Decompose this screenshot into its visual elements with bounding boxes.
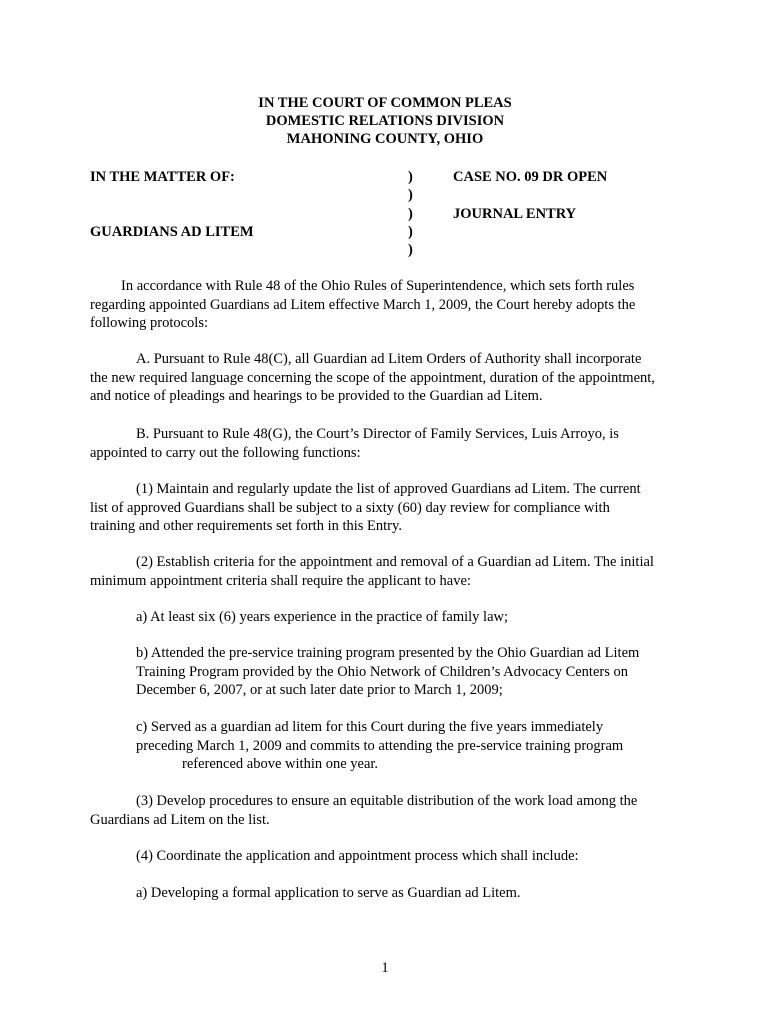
party-name: GUARDIANS AD LITEM xyxy=(90,224,254,240)
text-line: list of approved Guardians shall be subject to a sixty (60) day review for compliance with xyxy=(90,499,610,516)
item-2 xyxy=(90,553,695,590)
item-2c xyxy=(136,718,696,774)
text-line: appointed to carry out the following functions: xyxy=(90,444,361,461)
text-line: (4) Coordinate the application and appointment process which shall include: xyxy=(136,848,579,864)
item-3 xyxy=(90,792,695,829)
text-line: training and other requirements set forth in this Entry. xyxy=(90,518,402,534)
text-line: c) Served as a guardian ad litem for this Court during the five years immediately xyxy=(136,719,604,735)
caption-paren: ) xyxy=(408,206,413,222)
text-line: and notice of pleadings and hearings to be provided to the Guardian ad Litem. xyxy=(90,388,543,404)
matter-label: IN THE MATTER OF: xyxy=(90,169,235,185)
text-line: December 6, 2007, or at such later date prior to March 1, 2009; xyxy=(136,682,503,698)
paragraph-a xyxy=(90,350,695,406)
text-line: (2) Establish criteria for the appointment and removal of a Guardian ad Litem. The initial xyxy=(136,554,654,570)
caption-paren: ) xyxy=(408,224,413,240)
text-line: the new required language concerning the scope of the appointment, duration of the appointment, xyxy=(90,369,655,386)
text-line: following protocols: xyxy=(90,315,209,331)
header-county: MAHONING COUNTY, OHIO xyxy=(286,131,484,147)
intro-paragraph xyxy=(90,277,695,333)
text-line: referenced above within one year. xyxy=(182,756,379,772)
text-line: a) At least six (6) years experience in the practice of family law; xyxy=(136,609,509,625)
caption-paren: ) xyxy=(408,187,413,203)
text-line: Guardians ad Litem on the list. xyxy=(90,811,270,828)
text-line: Training Program provided by the Ohio Network of Children’s Advocacy Centers on xyxy=(136,663,628,680)
text-line: A. Pursuant to Rule 48(C), all Guardian ad Litem Orders of Authority shall incorporate xyxy=(136,351,642,367)
case-number: CASE NO. 09 DR OPEN xyxy=(453,169,608,185)
item-1 xyxy=(90,480,695,536)
caption-paren: ) xyxy=(408,242,413,258)
text-line: b) Attended the pre-service training program presented by the Ohio Guardian ad Litem xyxy=(136,645,640,661)
header-court: IN THE COURT OF COMMON PLEAS xyxy=(258,95,512,111)
text-line: (1) Maintain and regularly update the list of approved Guardians ad Litem. The current xyxy=(136,481,641,497)
text-line: B. Pursuant to Rule 48(G), the Court’s Director of Family Services, Luis Arroyo, is xyxy=(136,426,619,442)
item-4a xyxy=(136,884,696,903)
text-line: minimum appointment criteria shall require the applicant to have: xyxy=(90,572,471,589)
caption-paren: ) xyxy=(408,169,413,185)
page-number: 1 xyxy=(381,960,389,976)
item-4 xyxy=(90,847,695,866)
text-line: regarding appointed Guardians ad Litem effective March 1, 2009, the Court hereby adopts the xyxy=(90,296,636,313)
paragraph-b xyxy=(90,425,695,462)
header-division: DOMESTIC RELATIONS DIVISION xyxy=(265,113,505,129)
text-line: (3) Develop procedures to ensure an equitable distribution of the work load among the xyxy=(136,793,638,809)
document-type: JOURNAL ENTRY xyxy=(453,206,577,222)
court-header xyxy=(0,94,770,148)
text-line: preceding March 1, 2009 and commits to attending the pre-service training program xyxy=(136,737,624,754)
item-2a xyxy=(136,608,696,627)
text-line: a) Developing a formal application to serve as Guardian ad Litem. xyxy=(136,885,521,901)
item-2b xyxy=(136,644,696,700)
text-line: In accordance with Rule 48 of the Ohio Rules of Superintendence, which sets forth rules xyxy=(121,278,635,294)
